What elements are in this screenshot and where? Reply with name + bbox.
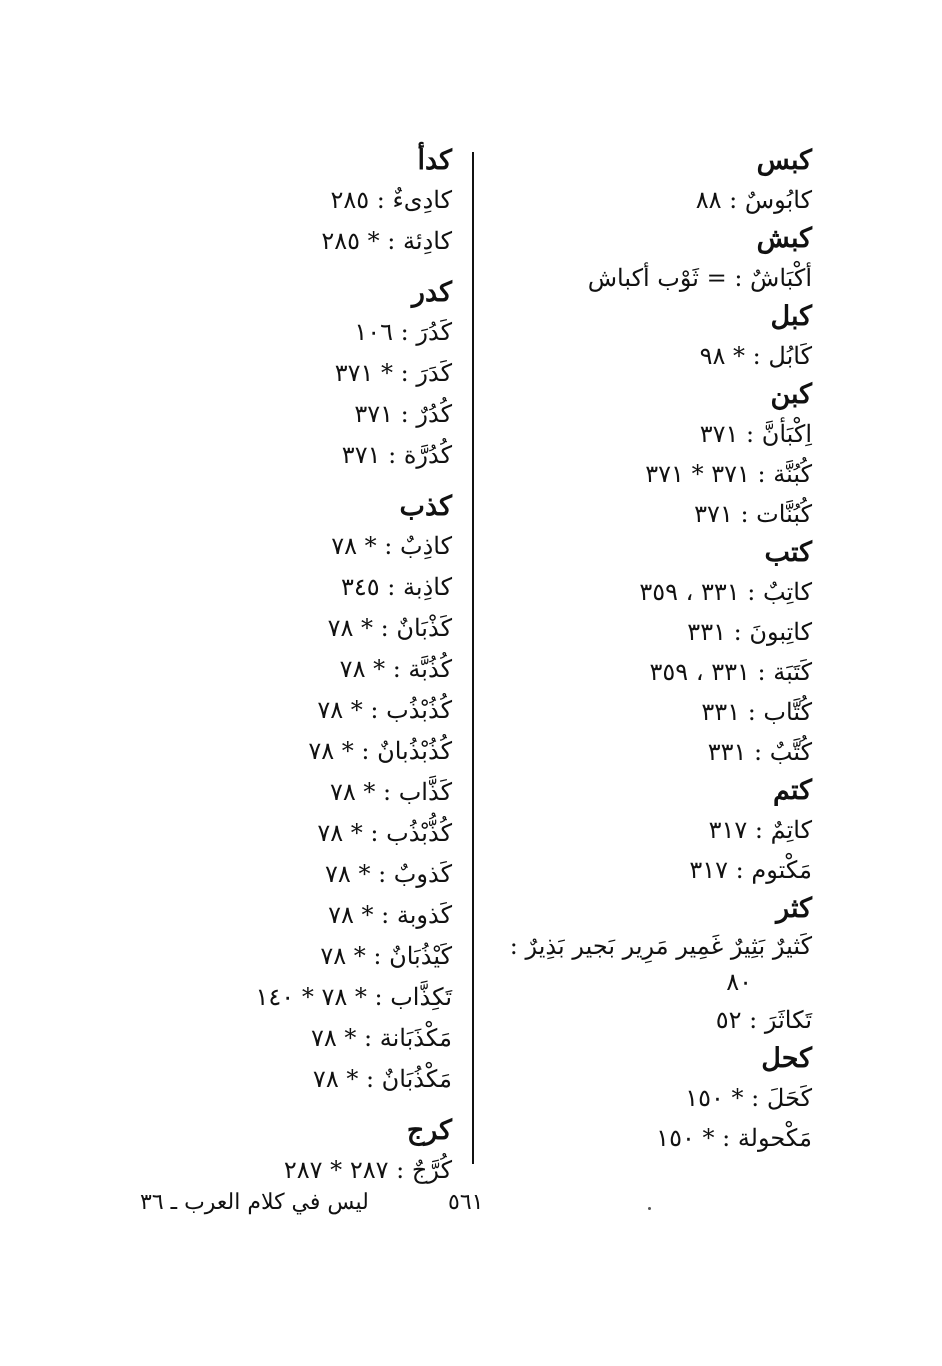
index-entry: كَثيرٌ بَثِيرٌ غَمِير مَرِير بَجير بَذِيرٌ : — [509, 932, 812, 960]
index-entry-continuation: ٨٠ — [726, 968, 752, 996]
index-entry: كَيْذُبَانٌ : * ٧٨ — [320, 942, 452, 970]
index-entry: كُبُنَّات : ٣٧١ — [694, 500, 812, 528]
index-entry: مَكْذُبَانٌ : * ٧٨ — [312, 1065, 452, 1093]
index-entry: كَحَلَ : * ١٥٠ — [685, 1084, 812, 1112]
index-entry: كَذَّاب : * ٧٨ — [329, 778, 452, 806]
root-heading: كتم — [773, 775, 812, 806]
column-divider — [472, 152, 474, 1164]
root-heading: كبل — [770, 301, 812, 332]
left-column — [192, 142, 452, 1191]
index-entry: كَتَبَة : ٣٣١ ، ٣٥٩ — [649, 658, 812, 686]
index-entry: كُدُرَّة : ٣٧١ — [341, 441, 452, 469]
index-entry: كَذوبة : * ٧٨ — [328, 901, 452, 929]
index-entry: مَكْذَبَانة : * ٧٨ — [311, 1024, 452, 1052]
right-column — [482, 142, 812, 1158]
index-entry: كَدَرَ : * ٣٧١ — [334, 359, 452, 387]
index-entry: كاذِبة : ٣٤٥ — [341, 573, 452, 601]
root-heading: كبن — [770, 379, 812, 410]
index-entry: كُبُنَّة : ٣٧١ * ٣٧١ — [645, 460, 812, 488]
root-heading: كثر — [776, 893, 812, 924]
index-entry: كُذُبْذُبانٌ : * ٧٨ — [308, 737, 452, 765]
index-entry: كُتَّاب : ٣٣١ — [701, 698, 812, 726]
index-entry: كادِىءٌ : ٢٨٥ — [330, 186, 452, 214]
index-entry: مَكْحولة : * ١٥٠ — [656, 1124, 812, 1152]
index-entry: اِكْبَأنَّ : ٣٧١ — [699, 420, 812, 448]
index-entry: كُذُبَّة : * ٧٨ — [339, 655, 452, 683]
index-entry: كاتِبٌ : ٣٣١ ، ٣٥٩ — [639, 578, 812, 606]
root-heading: كذب — [399, 491, 452, 522]
root-heading: كبس — [756, 145, 812, 176]
index-entry: تَكِذَّاب : * ٧٨ * ١٤٠ — [255, 983, 452, 1011]
index-entry: كاتِبونَ : ٣٣١ — [687, 618, 812, 646]
index-entry: كاتِمٌ : ٣١٧ — [708, 816, 812, 844]
index-entry: كُدُرٌ : ٣٧١ — [354, 400, 452, 428]
root-heading: كحل — [761, 1043, 812, 1074]
index-entry: أكْبَاشٌ : = ثَوْب أكباش — [587, 264, 812, 292]
running-footer-title: ليس في كلام العرب ـ ٣٦ — [140, 1190, 369, 1215]
root-heading: كبش — [756, 223, 812, 254]
index-entry: كادِئة : * ٢٨٥ — [321, 227, 452, 255]
index-entry: كَدُرَ : ١٠٦ — [354, 318, 452, 346]
root-heading: كدر — [411, 277, 452, 308]
index-entry: كُذُّبْذُب : * ٧٨ — [317, 819, 452, 847]
root-heading: كدأ — [417, 145, 452, 176]
index-entry: كُرَّجٌ : ٢٨٧ * ٢٨٧ — [283, 1156, 452, 1184]
index-entry: كَذْبَانٌ : * ٧٨ — [327, 614, 452, 642]
index-entry: كَابُل : * ٩٨ — [699, 342, 812, 370]
index-entry: كُتَّبٌ : ٣٣١ — [707, 738, 812, 766]
index-entry: كُذُبْذُب : * ٧٨ — [317, 696, 452, 724]
page-number: ٥٦١ — [448, 1190, 484, 1215]
index-entry: كابُوسٌ : ٨٨ — [695, 186, 812, 214]
index-entry: كاذِبٌ : * ٧٨ — [331, 532, 452, 560]
index-entry: كَذوبٌ : * ٧٨ — [325, 860, 452, 888]
speck-mark — [648, 1207, 651, 1210]
index-entry: مَكْتوم : ٣١٧ — [689, 856, 812, 884]
index-entry: تَكاثَرَ : ٥٢ — [715, 1006, 812, 1034]
root-heading: كرج — [406, 1115, 452, 1146]
root-heading: كتب — [764, 537, 812, 568]
